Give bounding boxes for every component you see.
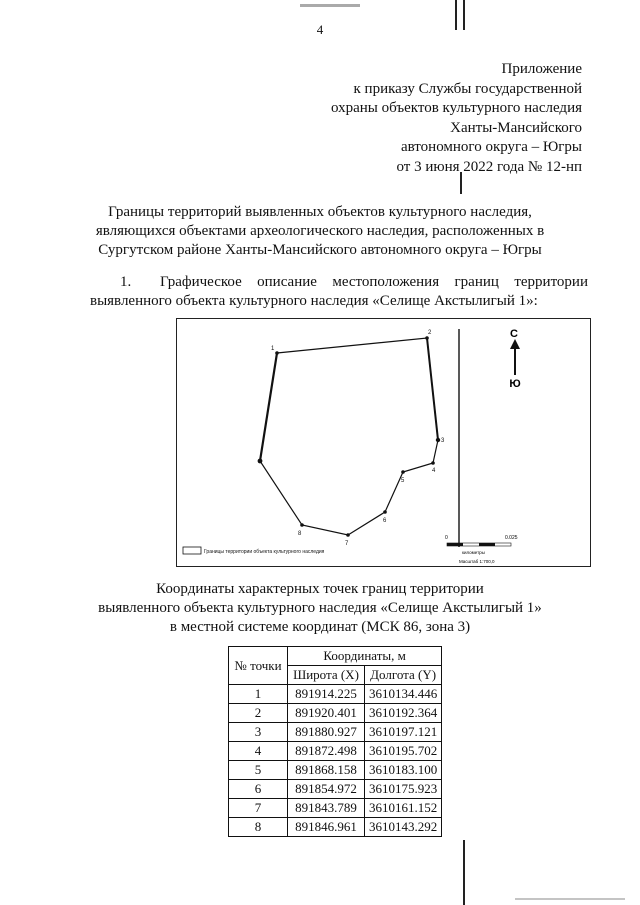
caption-line: Координаты характерных точек границ территории xyxy=(156,581,484,597)
point-number: 5 xyxy=(229,761,288,780)
latitude-value: 891843.789 xyxy=(288,799,365,818)
col-x-header: Широта (X) xyxy=(288,666,365,685)
legend-swatch xyxy=(183,547,201,554)
document-title xyxy=(60,203,580,260)
vertex-point xyxy=(401,470,405,474)
scale-left: 0 xyxy=(445,535,448,541)
vertex-point xyxy=(431,461,435,465)
latitude-value: 891868.158 xyxy=(288,761,365,780)
scan-margin-line xyxy=(463,840,465,905)
boundary-map xyxy=(176,318,591,567)
point-number: 7 xyxy=(229,799,288,818)
latitude-value: 891920.401 xyxy=(288,704,365,723)
point-number: 3 xyxy=(229,723,288,742)
boundary-vertices xyxy=(258,336,441,537)
caption-line: выявленного объекта культурного наследия «Селище Акстылигый 1» xyxy=(98,600,542,616)
table-header-row xyxy=(229,647,442,666)
table-row xyxy=(229,742,442,761)
latitude-value: 891872.498 xyxy=(288,742,365,761)
latitude-value: 891880.927 xyxy=(288,723,365,742)
boundary-edge-bold xyxy=(260,353,277,461)
longitude-value: 3610192.364 xyxy=(365,704,442,723)
section-number: 1. xyxy=(120,274,132,290)
longitude-value: 3610134.446 xyxy=(365,685,442,704)
coordinates-table xyxy=(228,646,442,837)
vertex-point xyxy=(258,459,263,464)
col-y-header: Долгота (Y) xyxy=(365,666,442,685)
point-label: 4 xyxy=(432,468,436,474)
caption-line: в местной системе координат (МСК 86, зона 3) xyxy=(169,619,471,635)
table-row xyxy=(229,799,442,818)
longitude-value: 3610143.292 xyxy=(365,818,442,837)
scale-bar xyxy=(445,535,518,564)
vertex-point xyxy=(300,523,304,527)
appendix-line: охраны объектов культурного наследия xyxy=(330,100,582,116)
table-row xyxy=(229,818,442,837)
point-number: 4 xyxy=(229,742,288,761)
vertex-point xyxy=(383,510,387,514)
point-number: 1 xyxy=(229,685,288,704)
appendix-line: автономного округа – Югры xyxy=(400,139,582,155)
north-arrow xyxy=(509,328,520,390)
section-text: Графическое описание местоположения границ территории выявленного объекта культурного наследия «Селище Акстылигый 1»: xyxy=(90,274,588,309)
vertex-point xyxy=(425,336,429,340)
page-number: 4 xyxy=(316,22,324,37)
table-row xyxy=(229,761,442,780)
scan-noise xyxy=(300,4,360,7)
point-label: 6 xyxy=(383,518,387,524)
table-row xyxy=(229,704,442,723)
scan-noise xyxy=(515,898,625,900)
point-number: 6 xyxy=(229,780,288,799)
point-label: 7 xyxy=(345,541,349,547)
point-label: 2 xyxy=(428,330,432,336)
appendix-line: Ханты-Мансийского xyxy=(450,119,582,136)
coordinates-caption xyxy=(60,580,580,637)
title-line: Сургутском районе Ханты-Мансийского автономного округа – Югры xyxy=(98,242,542,258)
north-label: С xyxy=(510,328,518,340)
point-label: 8 xyxy=(298,531,302,537)
point-label: 1 xyxy=(271,346,275,352)
table-row xyxy=(229,780,442,799)
south-label: Ю xyxy=(509,378,521,390)
latitude-value: 891854.972 xyxy=(288,780,365,799)
appendix-line: от 3 июня 2022 года № 12-нп xyxy=(396,158,582,175)
scale-unit: километры xyxy=(462,550,485,555)
col-coords-header: Координаты, м xyxy=(288,647,442,666)
map-canvas xyxy=(177,319,590,566)
appendix-line: Приложение xyxy=(501,61,582,77)
latitude-value: 891846.961 xyxy=(288,818,365,837)
table-row xyxy=(229,723,442,742)
point-label: 5 xyxy=(401,478,405,484)
longitude-value: 3610183.100 xyxy=(365,761,442,780)
appendix-header xyxy=(331,60,582,177)
title-line: Границы территорий выявленных объектов культурного наследия, xyxy=(108,204,532,220)
boundary-edge-bold xyxy=(427,338,438,440)
title-line: являющихся объектами археологического наследия, расположенных в xyxy=(95,223,545,239)
longitude-value: 3610197.121 xyxy=(365,723,442,742)
col-point-header: № точки xyxy=(229,647,288,685)
vertex-point xyxy=(436,438,440,442)
vertex-point xyxy=(346,533,350,537)
longitude-value: 3610161.152 xyxy=(365,799,442,818)
vertex-point xyxy=(275,351,279,355)
point-number: 2 xyxy=(229,704,288,723)
table-row xyxy=(229,685,442,704)
point-label: 3 xyxy=(441,438,445,444)
legend-label: Границы территории объекта культурного наследия xyxy=(204,549,325,555)
section-paragraph xyxy=(90,273,588,311)
arrow-head-icon xyxy=(510,339,520,349)
scale-text: Масштаб 1:700,0 xyxy=(459,559,495,564)
appendix-line: к приказу Службы государственной xyxy=(353,80,582,97)
scale-right: 0.025 xyxy=(505,535,518,541)
longitude-value: 3610195.702 xyxy=(365,742,442,761)
latitude-value: 891914.225 xyxy=(288,685,365,704)
boundary-polygon xyxy=(260,338,438,535)
point-number: 8 xyxy=(229,818,288,837)
longitude-value: 3610175.923 xyxy=(365,780,442,799)
